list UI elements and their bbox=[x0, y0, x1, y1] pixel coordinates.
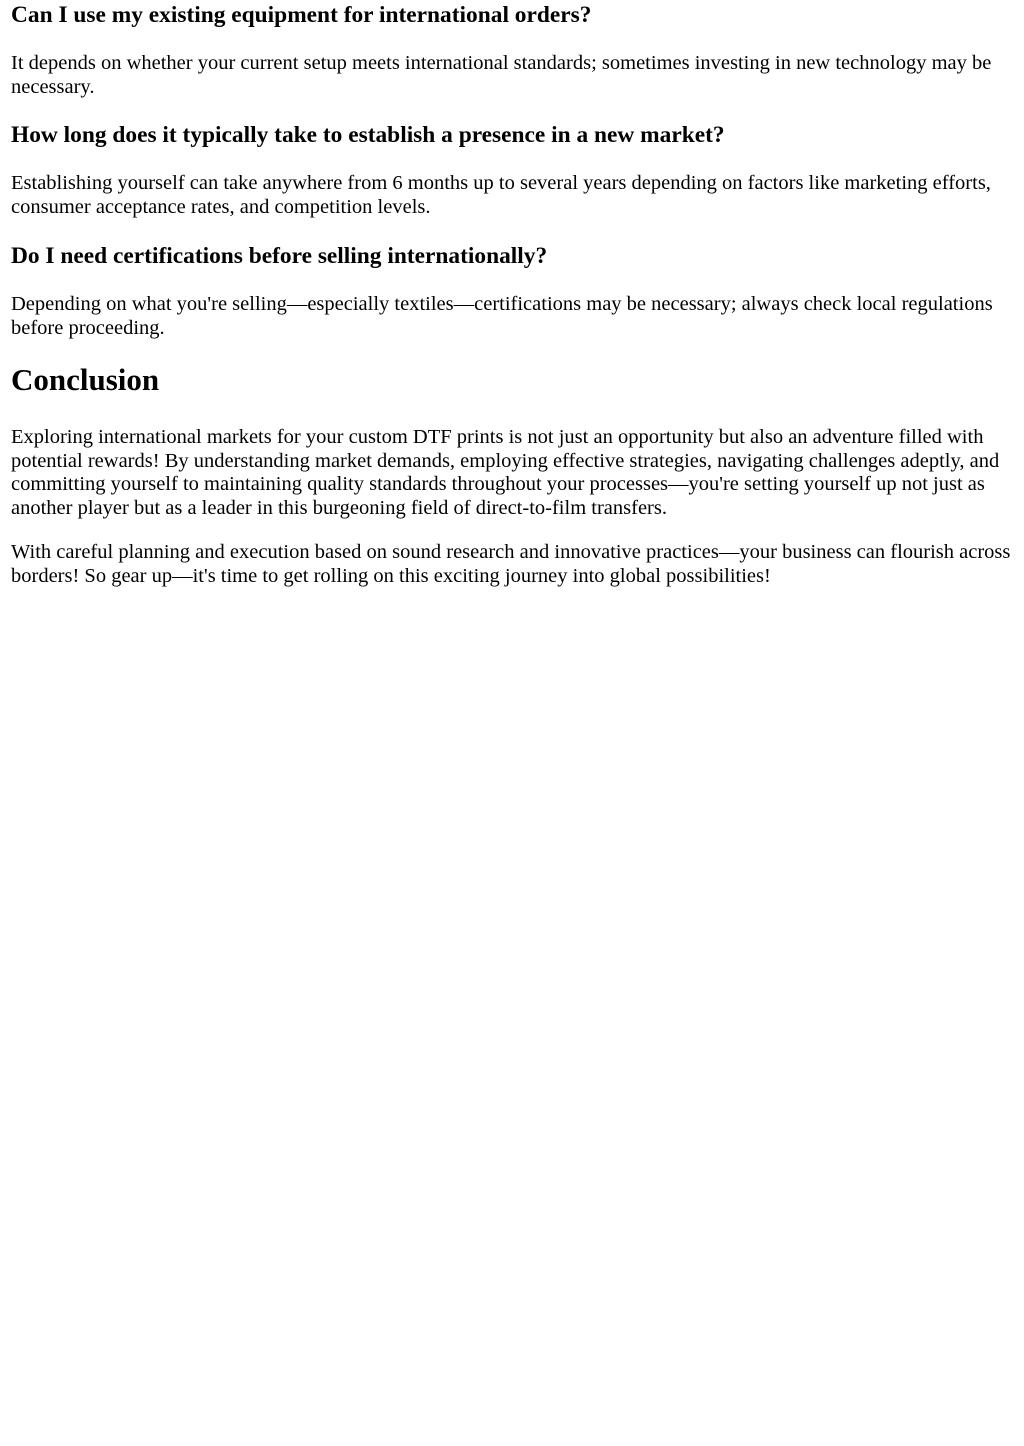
article-page bbox=[0, 0, 1024, 588]
conclusion-paragraph: With careful planning and execution based on sound research and innovative practices—your business can flourish across borders! So gear up—it's time to get rolling on this exciting journey into global possibilities! bbox=[11, 541, 1011, 587]
conclusion-heading: Conclusion bbox=[11, 362, 160, 397]
conclusion-paragraph: Exploring international markets for your custom DTF prints is not just an opportunity but also an adventure filled with potential rewards! By understanding market demands, employing effective strategies, navigating challenges adeptly, and committing yourself to maintaining quality standards throughout your processes—you're setting yourself up not just as another player but as a leader in this burgeoning field of direct-to-film transfers. bbox=[11, 426, 1000, 519]
faq-answer: It depends on whether your current setup meets international standards; sometimes investing in new technology may be necessary. bbox=[11, 52, 992, 98]
faq-section bbox=[11, 0, 1013, 340]
faq-question: How long does it typically take to establish a presence in a new market? bbox=[11, 122, 725, 148]
faq-question: Can I use my existing equipment for international orders? bbox=[11, 2, 592, 28]
faq-answer: Depending on what you're selling—especially textiles—certifications may be necessary; always check local regulations before proceeding. bbox=[11, 293, 993, 339]
faq-answer: Establishing yourself can take anywhere from 6 months up to several years depending on factors like marketing efforts, consumer acceptance rates, and competition levels. bbox=[11, 172, 991, 218]
faq-item bbox=[11, 0, 1013, 99]
faq-item bbox=[11, 121, 1013, 219]
faq-question: Do I need certifications before selling internationally? bbox=[11, 243, 548, 269]
faq-item bbox=[11, 242, 1013, 340]
conclusion-section bbox=[11, 362, 1013, 588]
